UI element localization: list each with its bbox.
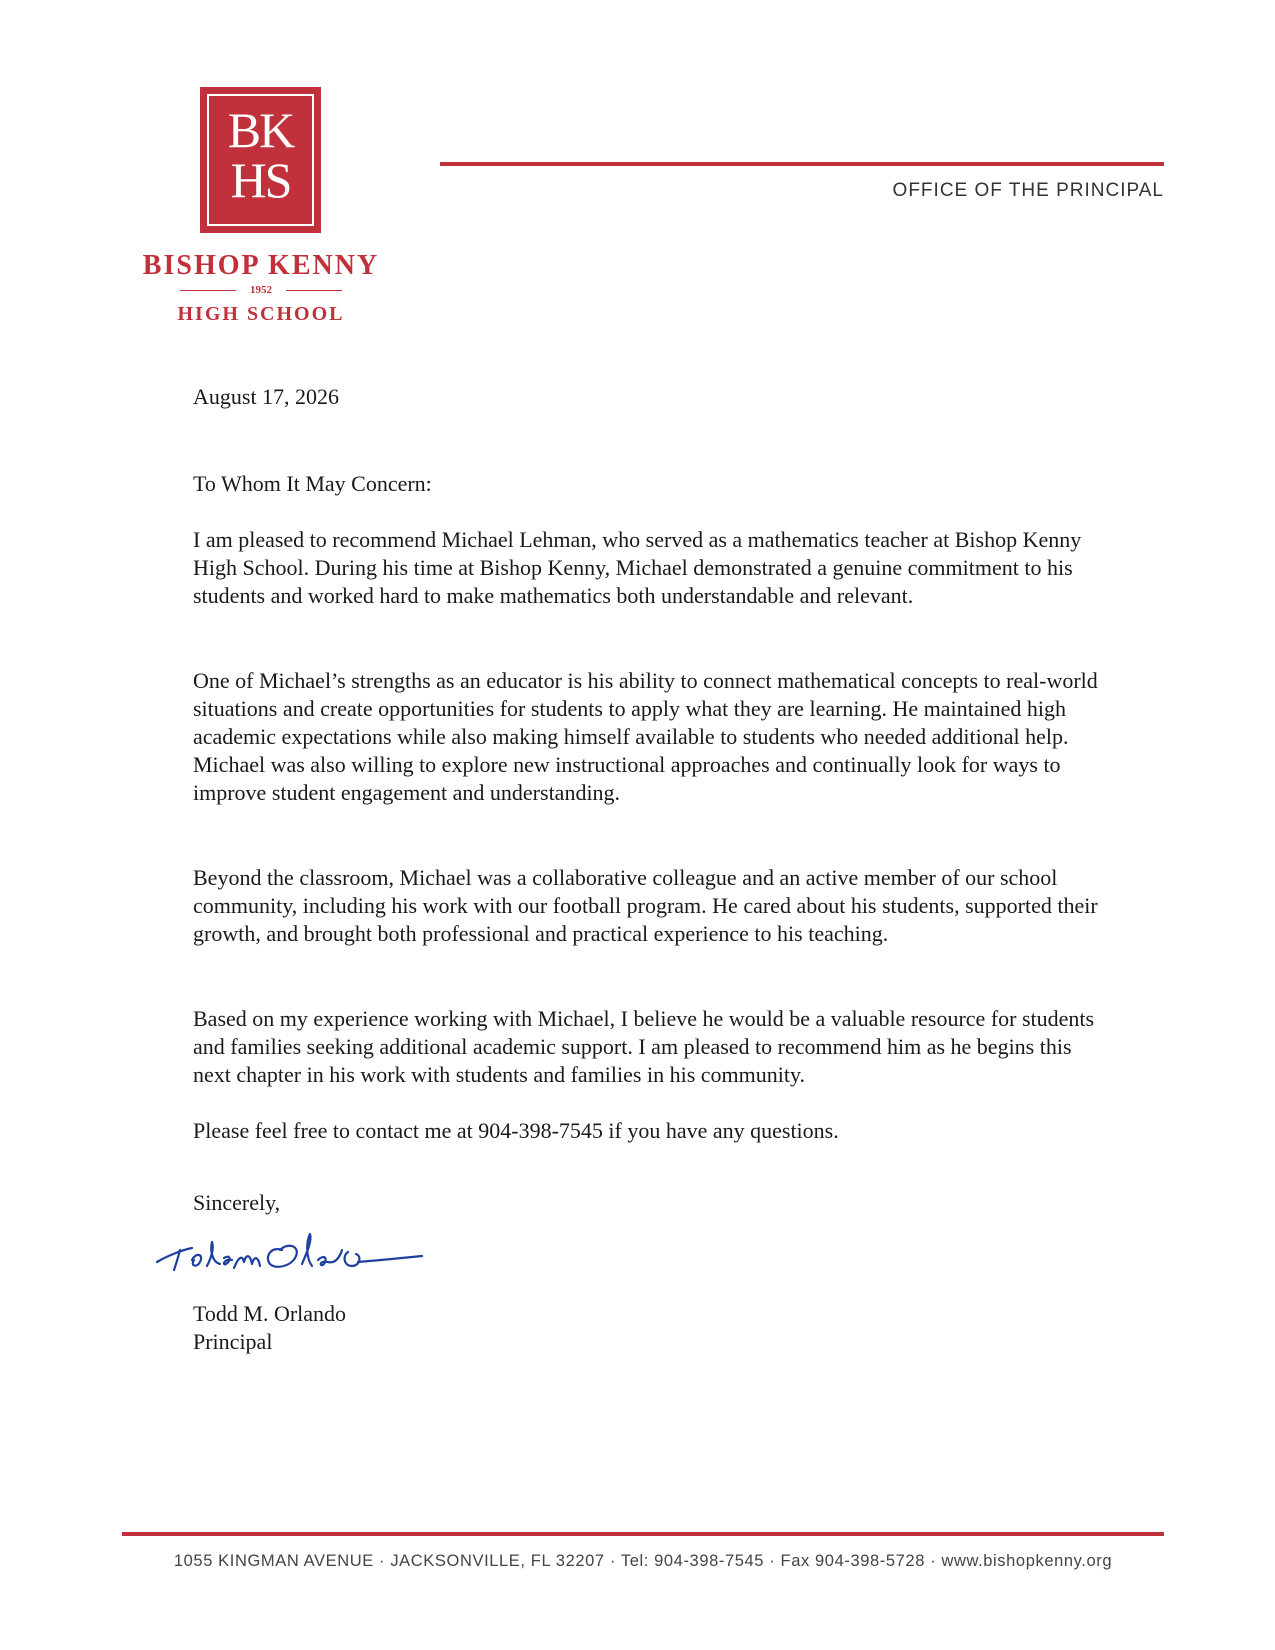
letter-paragraph: One of Michael’s strengths as an educator is his ability to connect mathematical concepts to real-world situations and create opportunities for students to apply what they are learning. He maintained high academic expectations while also making himself available to students who needed additional help. Michael was also willing to explore new instructional approaches and continually look for ways to improve student engagement and understanding.: [193, 668, 1098, 805]
letter-paragraph: Please feel free to contact me at 904-398-7545 if you have any questions.: [193, 1118, 839, 1143]
footer-address: 1055 KINGMAN AVENUE · JACKSONVILLE, FL 32207 · Tel: 904-398-7545 · Fax 904-398-5728 · www.bishopkenny.org: [173, 1552, 1113, 1570]
letter-salutation: To Whom It May Concern:: [193, 471, 432, 496]
letter-paragraph: I am pleased to recommend Michael Lehman, who served as a mathematics teacher at Bishop Kenny High School. During his time at Bishop Kenny, Michael demonstrated a genuine commitment to his students and worked hard to make mathematics both understandable and relevant.: [193, 527, 1082, 608]
signer-title: Principal: [193, 1329, 273, 1354]
signer-name: Todd M. Orlando: [193, 1301, 347, 1326]
school-logo: [200, 87, 321, 233]
founded-line: [180, 283, 342, 297]
letter-closing: Sincerely,: [193, 1190, 281, 1215]
logo-monogram-top: BK: [227, 102, 294, 158]
school-subtitle: HIGH SCHOOL: [177, 303, 345, 325]
header-divider: [440, 162, 1164, 166]
office-title: OFFICE OF THE PRINCIPAL: [892, 180, 1164, 201]
school-name: BISHOP KENNY: [142, 250, 380, 281]
letter-paragraph: Based on my experience working with Michael, I believe he would be a valuable resource for students and families seeking additional academic support. I am pleased to recommend him as he begins this next chapter in his work with students and families in his community.: [193, 1006, 1095, 1087]
signature-image: [152, 1220, 452, 1280]
letter-date: August 17, 2026: [193, 384, 340, 409]
founded-rule-right: [286, 290, 342, 291]
founded-year: 1952: [250, 284, 272, 296]
logo-monogram-bottom: HS: [230, 152, 291, 208]
footer-divider: [122, 1532, 1164, 1536]
letter-paragraph: Beyond the classroom, Michael was a collaborative colleague and an active member of our school community, including his work with our football program. He cared about his students, supported their growth, and brought both professional and practical experience to his teaching.: [193, 865, 1098, 946]
